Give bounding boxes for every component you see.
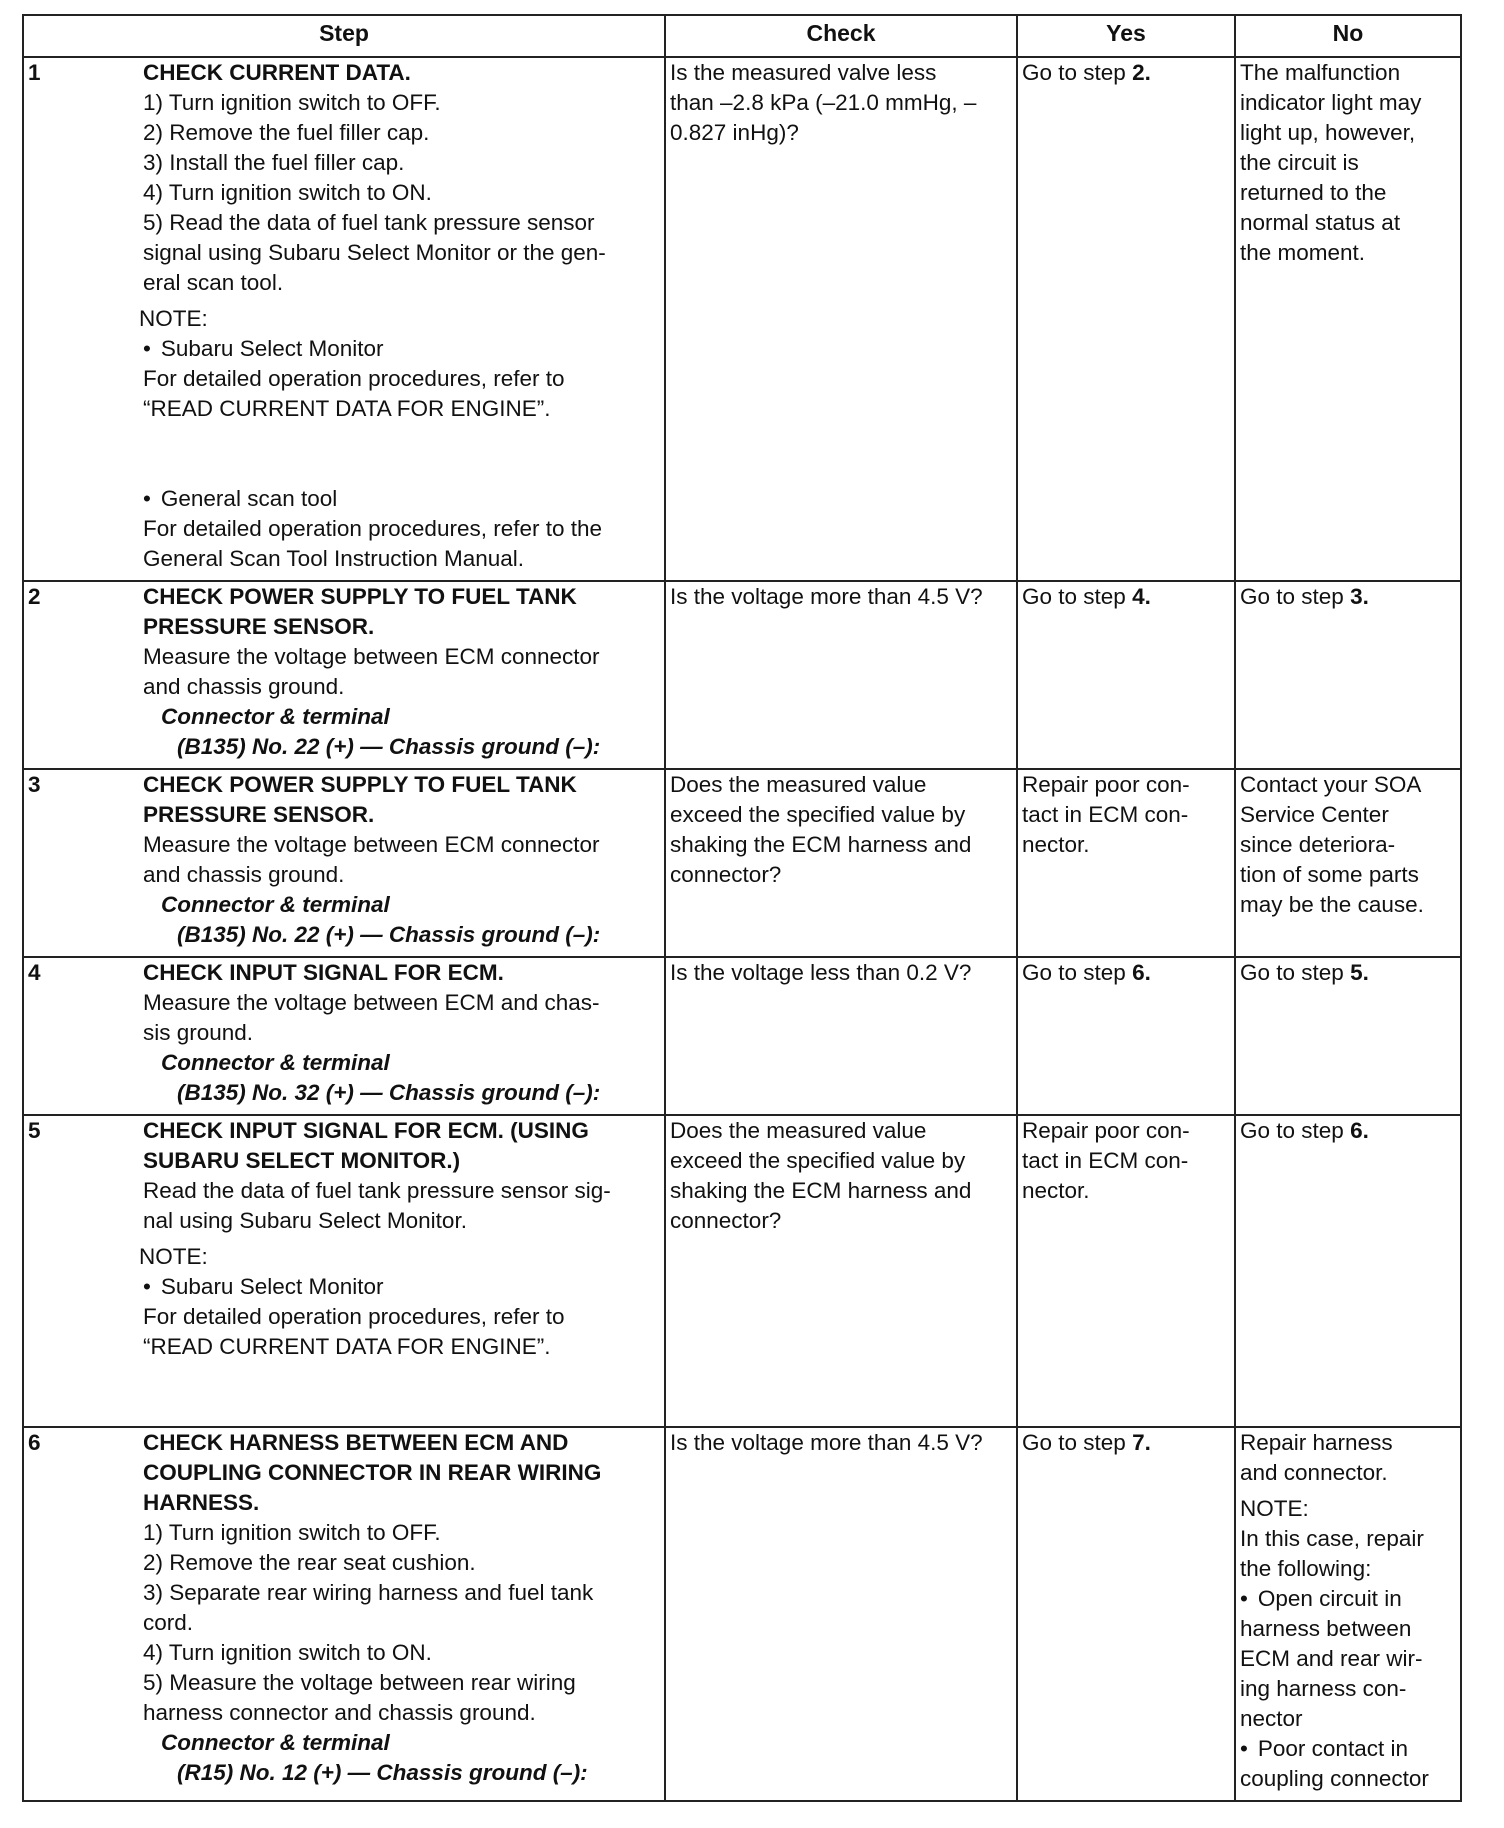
connector-terminal: (B135) No. 22 (+) — Chassis ground (–): xyxy=(177,922,601,947)
no-line: the moment. xyxy=(1240,240,1366,265)
connector-label: Connector & terminal xyxy=(161,892,390,917)
step-title: CHECK HARNESS BETWEEN ECM AND xyxy=(143,1430,569,1455)
connector-terminal: (B135) No. 32 (+) — Chassis ground (–): xyxy=(177,1080,601,1105)
note-line: General Scan Tool Instruction Manual. xyxy=(143,546,525,571)
yes-line: tact in ECM con- xyxy=(1022,802,1189,827)
step-number: 4 xyxy=(23,957,139,1115)
no-cell xyxy=(1235,1427,1461,1801)
check-line: Is the voltage less than 0.2 V? xyxy=(670,960,972,985)
step-title: CHECK POWER SUPPLY TO FUEL TANK xyxy=(143,584,577,609)
no-note-line: In this case, repair xyxy=(1240,1526,1424,1551)
no-line: and connector. xyxy=(1240,1460,1388,1485)
yes-step-ref: 4. xyxy=(1132,584,1151,609)
yes-step-ref: 6. xyxy=(1132,960,1151,985)
no-line: Contact your SOA xyxy=(1240,772,1422,797)
no-line: returned to the xyxy=(1240,180,1387,205)
no-line: indicator light may xyxy=(1240,90,1422,115)
step-title: CHECK CURRENT DATA. xyxy=(143,60,411,85)
step-title: SUBARU SELECT MONITOR.) xyxy=(143,1148,461,1173)
step-number: 1 xyxy=(23,57,139,581)
no-bullet-line: coupling connector xyxy=(1240,1766,1429,1791)
note-line: For detailed operation procedures, refer to xyxy=(143,366,565,391)
step-number: 5 xyxy=(23,1115,139,1427)
note-bullet: • General scan tool xyxy=(143,484,660,514)
no-line: Repair harness xyxy=(1240,1430,1393,1455)
step-line: signal using Subaru Select Monitor or the gen- xyxy=(143,240,606,265)
yes-cell xyxy=(1017,57,1235,581)
step-line: 4) Turn ignition switch to ON. xyxy=(143,1640,432,1665)
yes-step-ref: 7. xyxy=(1132,1430,1151,1455)
check-line: Is the voltage more than 4.5 V? xyxy=(670,584,983,609)
no-bullet: • Open circuit in xyxy=(1240,1584,1456,1614)
yes-prefix: Go to step xyxy=(1022,960,1133,985)
step-line: 4) Turn ignition switch to ON. xyxy=(143,180,432,205)
connector-label: Connector & terminal xyxy=(161,1050,390,1075)
no-prefix: Go to step xyxy=(1240,584,1351,609)
step-line: and chassis ground. xyxy=(143,862,345,887)
step-line: 2) Remove the rear seat cushion. xyxy=(143,1550,476,1575)
note-line: For detailed operation procedures, refer to xyxy=(143,1304,565,1329)
table-row xyxy=(23,57,1461,581)
step-title: PRESSURE SENSOR. xyxy=(143,802,375,827)
table-row xyxy=(23,769,1461,957)
check-line: exceed the specified value by xyxy=(670,1148,966,1173)
diagnostic-table-page xyxy=(22,14,1460,1802)
step-line: 5) Measure the voltage between rear wiring xyxy=(143,1670,576,1695)
yes-line: tact in ECM con- xyxy=(1022,1148,1189,1173)
no-bullet: • Poor contact in xyxy=(1240,1734,1456,1764)
check-cell xyxy=(665,57,1017,581)
yes-cell xyxy=(1017,1115,1235,1427)
connector-label: Connector & terminal xyxy=(161,1730,390,1755)
note-line: “READ CURRENT DATA FOR ENGINE”. xyxy=(143,396,551,421)
no-step-ref: 5. xyxy=(1350,960,1369,985)
yes-line: nector. xyxy=(1022,1178,1090,1203)
step-description xyxy=(139,957,665,1115)
no-line: since deteriora- xyxy=(1240,832,1396,857)
check-line: 0.827 inHg)? xyxy=(670,120,799,145)
check-line: Does the measured value xyxy=(670,772,927,797)
no-line: Service Center xyxy=(1240,802,1389,827)
no-line: tion of some parts xyxy=(1240,862,1419,887)
no-cell xyxy=(1235,57,1461,581)
note-line: For detailed operation procedures, refer to the xyxy=(143,516,603,541)
step-title: CHECK INPUT SIGNAL FOR ECM. xyxy=(143,960,504,985)
no-note-line: the following: xyxy=(1240,1556,1372,1581)
no-step-ref: 3. xyxy=(1350,584,1369,609)
check-cell xyxy=(665,1427,1017,1801)
yes-cell xyxy=(1017,1427,1235,1801)
table-row xyxy=(23,1115,1461,1427)
yes-cell xyxy=(1017,957,1235,1115)
step-title: CHECK INPUT SIGNAL FOR ECM. (USING xyxy=(143,1118,589,1143)
yes-cell xyxy=(1017,581,1235,769)
step-line: and chassis ground. xyxy=(143,674,345,699)
step-description xyxy=(139,57,665,581)
check-line: exceed the specified value by xyxy=(670,802,966,827)
note-bullet: • Subaru Select Monitor xyxy=(143,334,660,364)
step-title: HARNESS. xyxy=(143,1490,260,1515)
connector-terminal: (B135) No. 22 (+) — Chassis ground (–): xyxy=(177,734,601,759)
no-bullet-line: ECM and rear wir- xyxy=(1240,1646,1423,1671)
yes-prefix: Go to step xyxy=(1022,584,1133,609)
step-line: Measure the voltage between ECM and chas- xyxy=(143,990,600,1015)
header-check: Check xyxy=(665,15,1017,57)
note-label: NOTE: xyxy=(139,1244,208,1269)
step-description xyxy=(139,769,665,957)
check-line: shaking the ECM harness and xyxy=(670,832,972,857)
step-title: PRESSURE SENSOR. xyxy=(143,614,375,639)
header-step: Step xyxy=(23,15,665,57)
no-line: light up, however, xyxy=(1240,120,1416,145)
step-title: CHECK POWER SUPPLY TO FUEL TANK xyxy=(143,772,577,797)
header-yes: Yes xyxy=(1017,15,1235,57)
step-line: nal using Subaru Select Monitor. xyxy=(143,1208,467,1233)
step-line: 3) Separate rear wiring harness and fuel tank xyxy=(143,1580,594,1605)
check-line: connector? xyxy=(670,1208,782,1233)
table-row xyxy=(23,1427,1461,1801)
no-cell xyxy=(1235,581,1461,769)
step-line: Measure the voltage between ECM connector xyxy=(143,832,600,857)
step-line: 2) Remove the fuel filler cap. xyxy=(143,120,430,145)
yes-step-ref: 2. xyxy=(1132,60,1151,85)
no-cell xyxy=(1235,769,1461,957)
yes-prefix: Go to step xyxy=(1022,1430,1133,1455)
table-row xyxy=(23,957,1461,1115)
step-line: 5) Read the data of fuel tank pressure sensor xyxy=(143,210,595,235)
check-cell xyxy=(665,957,1017,1115)
table-row xyxy=(23,581,1461,769)
header-no: No xyxy=(1235,15,1461,57)
yes-line: Repair poor con- xyxy=(1022,1118,1190,1143)
yes-prefix: Go to step xyxy=(1022,60,1133,85)
step-number: 3 xyxy=(23,769,139,957)
table-header-row xyxy=(23,15,1461,57)
note-line: “READ CURRENT DATA FOR ENGINE”. xyxy=(143,1334,551,1359)
no-bullet-line: nector xyxy=(1240,1706,1303,1731)
note-label: NOTE: xyxy=(139,306,208,331)
step-description xyxy=(139,581,665,769)
step-description xyxy=(139,1427,665,1801)
no-line: may be the cause. xyxy=(1240,892,1424,917)
step-line: 1) Turn ignition switch to OFF. xyxy=(143,1520,441,1545)
step-line: 1) Turn ignition switch to OFF. xyxy=(143,90,441,115)
diagnostic-procedure-table xyxy=(22,14,1462,1802)
step-line: sis ground. xyxy=(143,1020,254,1045)
check-line: Is the voltage more than 4.5 V? xyxy=(670,1430,983,1455)
yes-cell xyxy=(1017,769,1235,957)
connector-terminal: (R15) No. 12 (+) — Chassis ground (–): xyxy=(177,1760,588,1785)
no-prefix: Go to step xyxy=(1240,1118,1351,1143)
check-cell xyxy=(665,769,1017,957)
check-line: Does the measured value xyxy=(670,1118,927,1143)
step-line: cord. xyxy=(143,1610,194,1635)
check-cell xyxy=(665,1115,1017,1427)
check-line: than –2.8 kPa (–21.0 mmHg, – xyxy=(670,90,977,115)
check-line: connector? xyxy=(670,862,782,887)
no-cell xyxy=(1235,957,1461,1115)
check-cell xyxy=(665,581,1017,769)
check-line: Is the measured valve less xyxy=(670,60,937,85)
note-bullet: • Subaru Select Monitor xyxy=(143,1272,660,1302)
connector-label: Connector & terminal xyxy=(161,704,390,729)
spacer xyxy=(143,424,660,484)
no-bullet-line: ing harness con- xyxy=(1240,1676,1407,1701)
step-line: 3) Install the fuel filler cap. xyxy=(143,150,405,175)
step-number: 6 xyxy=(23,1427,139,1801)
no-line: normal status at xyxy=(1240,210,1401,235)
no-line: the circuit is xyxy=(1240,150,1359,175)
step-title: COUPLING CONNECTOR IN REAR WIRING xyxy=(143,1460,602,1485)
no-bullet-line: harness between xyxy=(1240,1616,1412,1641)
step-number: 2 xyxy=(23,581,139,769)
step-description xyxy=(139,1115,665,1427)
step-line: Measure the voltage between ECM connector xyxy=(143,644,600,669)
no-line: The malfunction xyxy=(1240,60,1401,85)
yes-line: nector. xyxy=(1022,832,1090,857)
check-line: shaking the ECM harness and xyxy=(670,1178,972,1203)
step-line: harness connector and chassis ground. xyxy=(143,1700,536,1725)
step-line: eral scan tool. xyxy=(143,270,284,295)
yes-line: Repair poor con- xyxy=(1022,772,1190,797)
step-line: Read the data of fuel tank pressure sensor sig- xyxy=(143,1178,611,1203)
no-cell xyxy=(1235,1115,1461,1427)
no-prefix: Go to step xyxy=(1240,960,1351,985)
no-note-label: NOTE: xyxy=(1240,1496,1309,1521)
no-step-ref: 6. xyxy=(1350,1118,1369,1143)
